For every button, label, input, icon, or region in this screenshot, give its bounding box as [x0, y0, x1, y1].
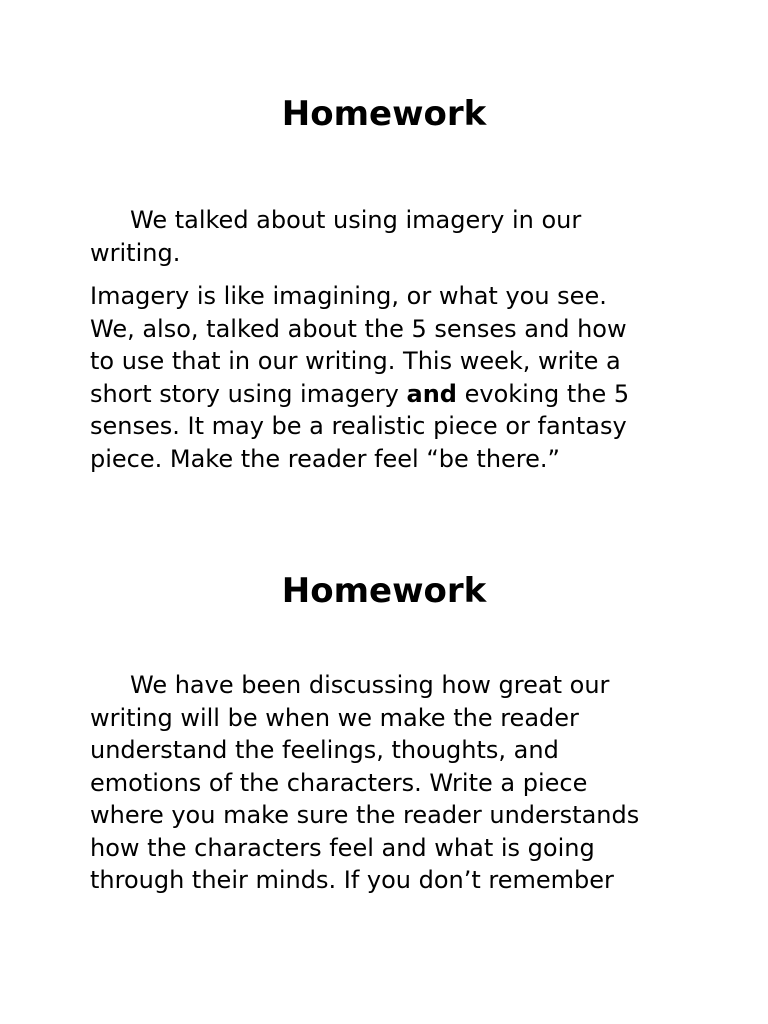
paragraph-line: how the characters feel and what is going	[90, 833, 595, 862]
paragraph-text: evoking the 5	[456, 379, 630, 408]
paragraph-line: Imagery is like imagining, or what you see.	[90, 282, 607, 310]
paragraph-line: where you make sure the reader understands	[90, 801, 640, 829]
paragraph-line: to use that in our writing. This week, write a	[90, 347, 621, 375]
paragraph-line	[90, 378, 670, 411]
section-2-heading: Homework	[281, 571, 487, 611]
paragraph-text: short story using imagery	[90, 379, 407, 408]
paragraph-line: through their minds. If you don’t remember	[90, 866, 614, 894]
paragraph-line: piece. Make the reader feel “be there.”	[90, 444, 560, 473]
section-1-heading: Homework	[281, 94, 487, 134]
section-1-paragraph-2	[90, 280, 670, 475]
paragraph-line: We, also, talked about the 5 senses and how	[90, 314, 627, 343]
paragraph-line: understand the feelings, thoughts, and	[90, 736, 559, 764]
paragraph-line: writing will be when we make the reader	[90, 703, 579, 732]
emphasis-and: and	[406, 379, 457, 408]
paragraph-line: We have been discussing how great our	[130, 671, 610, 699]
paragraph-line: senses. It may be a realistic piece or fantasy	[90, 412, 627, 440]
section-1-paragraph-1	[90, 204, 670, 269]
paragraph-line: writing.	[90, 238, 181, 267]
paragraph-line: emotions of the characters. Write a piece	[90, 768, 588, 797]
paragraph-line: We talked about using imagery in our	[130, 206, 582, 234]
section-2-paragraph-1	[90, 669, 670, 897]
